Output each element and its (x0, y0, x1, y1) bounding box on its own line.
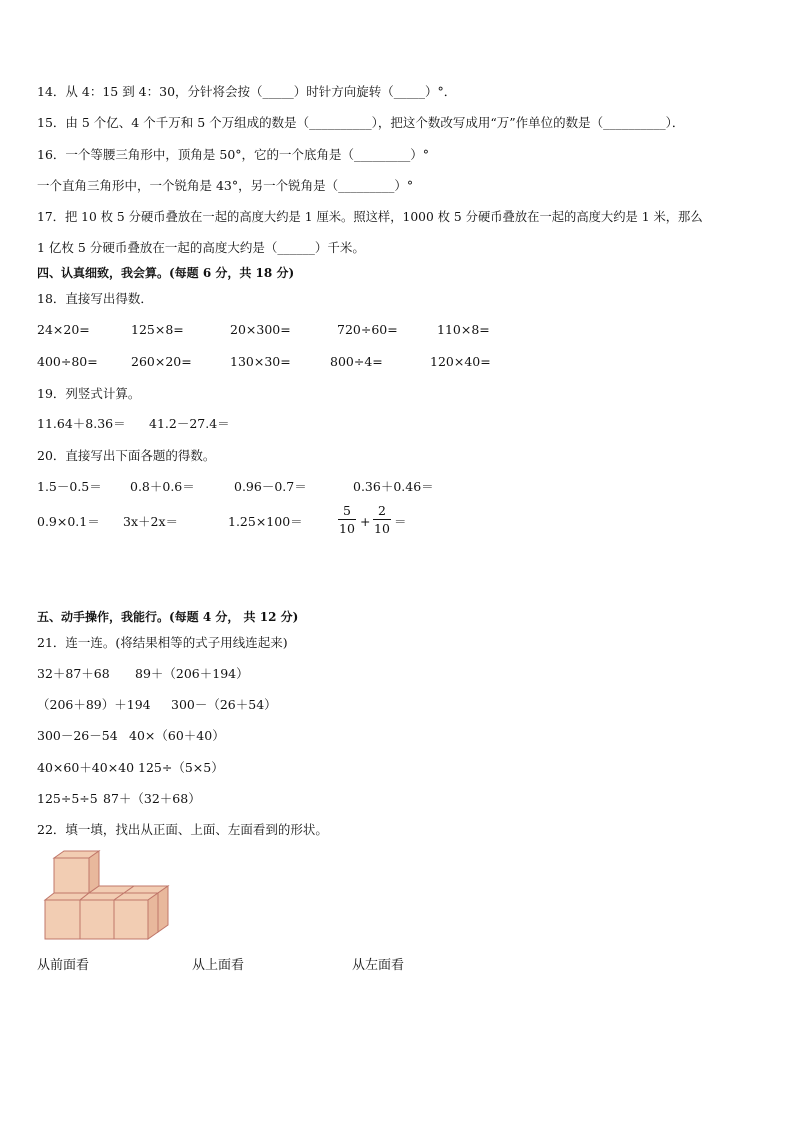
label-left-view: 从左面看 (352, 958, 405, 973)
q19-item: 11.64＋8.36＝ (37, 416, 126, 431)
q21-right: 300－（26＋54） (171, 697, 277, 712)
fraction-1-bar (338, 519, 356, 520)
q21-left: 32＋87＋68 (37, 666, 110, 681)
cube-side-face (158, 886, 168, 932)
cube-front-face (80, 900, 114, 939)
q19-item: 41.2－27.4＝ (149, 416, 230, 431)
label-top-view: 从上面看 (192, 958, 245, 973)
cube-front-face (114, 900, 148, 939)
q18-item: 110×8= (437, 322, 490, 337)
label-front-view: 从前面看 (37, 958, 90, 973)
q20-item: 1.5－0.5＝ (37, 479, 102, 494)
q20-item: 1.25×100＝ (228, 514, 303, 529)
fraction-2-denominator: 10 (374, 521, 390, 536)
fraction-2 (373, 503, 391, 536)
cube-side-face (148, 893, 158, 939)
fraction-2-numerator: 2 (378, 503, 386, 518)
q18-item: 120×40= (430, 354, 491, 369)
q18-item: 400÷80= (37, 354, 98, 369)
question-17-line1: 17．把 10 枚 5 分硬币叠放在一起的高度大约是 1 厘米。照这样，1000 枚 5 分硬币叠放在一起的高度大约是 1 米，那么 (37, 210, 703, 224)
q20-item: 0.36＋0.46＝ (353, 479, 434, 494)
question-16-line2: 一个直角三角形中，一个锐角是 43°，另一个锐角是（_________）° (37, 178, 414, 193)
question-15: 15．由 5 个亿、4 个千万和 5 个万组成的数是（__________），把这个数改写成用“万”作单位的数是（__________）． (37, 115, 685, 130)
q18-item: 720÷60= (337, 322, 398, 337)
q21-left: （206＋89）＋194 (37, 697, 151, 712)
cube-front-face (45, 900, 80, 939)
section-5-heading: 五、动手操作，我能行。(每题 4 分， 共 12 分) (37, 610, 299, 624)
q20-item: 0.8＋0.6＝ (130, 479, 195, 494)
q21-right: 125÷（5×5） (138, 760, 224, 775)
cube-front-face (54, 858, 89, 893)
q20-item: 0.96－0.7＝ (234, 479, 307, 494)
question-21-title: 21．连一连。(将结果相等的式子用线连起来) (37, 635, 288, 650)
fraction-1-denominator: 10 (339, 521, 355, 536)
question-14: 14．从 4：15 到 4：30，分针将会按（_____）时针方向旋转（_____）°． (37, 84, 457, 99)
fraction-equals: ＝ (394, 514, 407, 529)
q18-item: 800÷4= (330, 354, 383, 369)
q20-item: 3x＋2x＝ (123, 514, 179, 529)
q18-item: 24×20= (37, 322, 90, 337)
q18-item: 20×300= (230, 322, 291, 337)
q21-left: 40×60＋40×40 (37, 760, 135, 775)
section-4-heading: 四、认真细致，我会算。(每题 6 分，共 18 分) (37, 266, 295, 280)
q18-item: 260×20= (131, 354, 192, 369)
q21-left: 125÷5÷5 (37, 791, 98, 806)
q21-right: 87＋（32＋68） (103, 791, 201, 806)
q18-item: 130×30= (230, 354, 291, 369)
q18-item: 125×8= (131, 322, 184, 337)
q21-left: 300－26－54 (37, 728, 118, 743)
q21-right: 89＋（206＋194） (135, 666, 249, 681)
q21-right: 40×（60＋40） (129, 728, 225, 743)
fraction-1-numerator: 5 (343, 503, 351, 518)
fraction-2-bar (373, 519, 391, 520)
question-20-title: 20．直接写出下面各题的得数。 (37, 448, 216, 463)
question-19-title: 19．列竖式计算。 (37, 386, 141, 401)
question-18-title: 18．直接写出得数． (37, 291, 153, 306)
question-16-line1: 16．一个等腰三角形中，顶角是 50°，它的一个底角是（_________）° (37, 147, 430, 162)
fraction-1 (338, 503, 356, 536)
q20-item: 0.9×0.1＝ (37, 514, 100, 529)
fraction-plus: + (360, 514, 371, 529)
cube-stack-figure (40, 848, 172, 944)
question-17-line2: 1 亿枚 5 分硬币叠放在一起的高度大约是（______）千米。 (37, 240, 365, 255)
question-22-title: 22．填一填，找出从正面、上面、左面看到的形状。 (37, 822, 328, 837)
